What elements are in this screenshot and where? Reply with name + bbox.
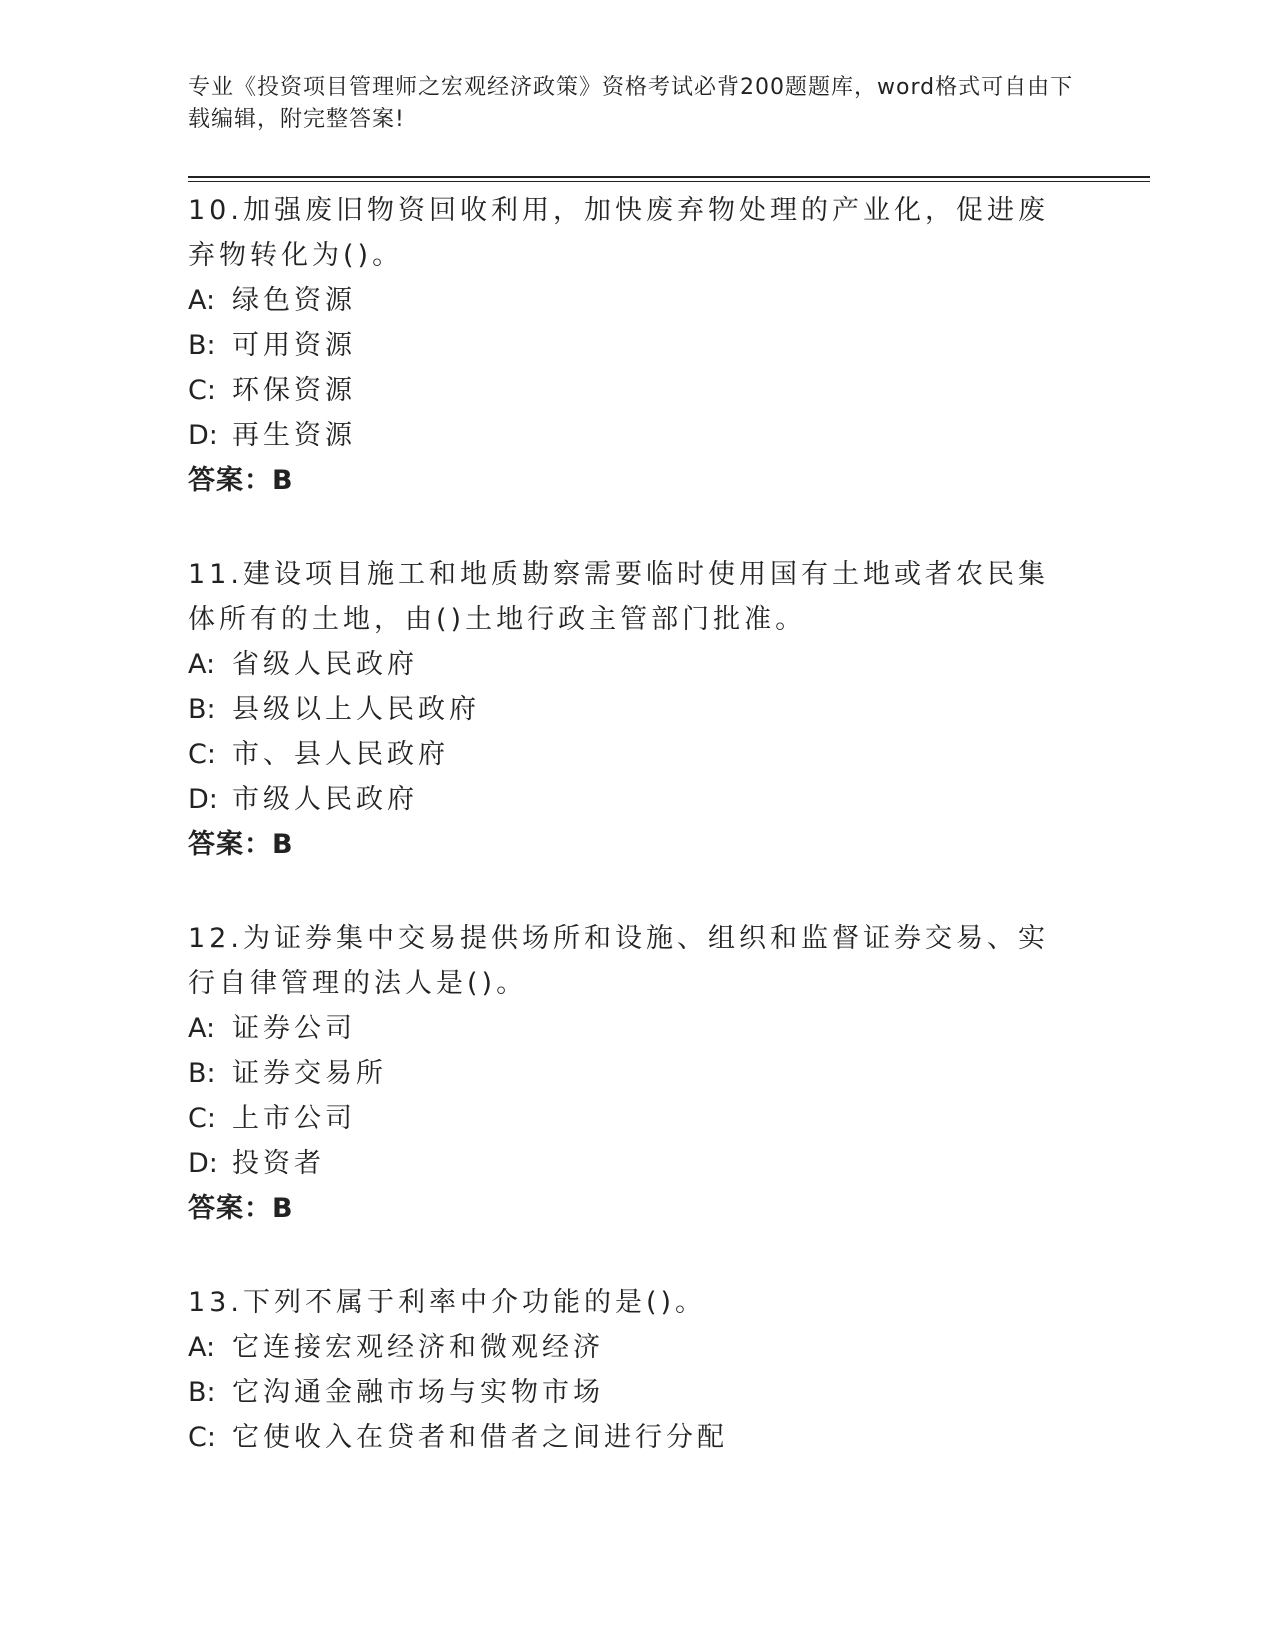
option-b (188, 1370, 1078, 1415)
option-letter: B: (188, 694, 216, 725)
option-text: 证券公司 (232, 1013, 356, 1044)
question-stem: 10.加强废旧物资回收利用，加快废弃物处理的产业化，促进废弃物转化为()。 (188, 195, 1049, 271)
option-a (188, 1006, 1078, 1051)
option-text: 证券交易所 (232, 1058, 387, 1089)
document-header: 专业《投资项目管理师之宏观经济政策》资格考试必背200题题库，word格式可自由下载编辑，附完整答案! (188, 75, 1074, 132)
option-text: 再生资源 (232, 420, 356, 451)
option-text: 可用资源 (232, 330, 356, 361)
question-stem: 12.为证券集中交易提供场所和设施、组织和监督证券交易、实行自律管理的法人是()。 (188, 923, 1049, 999)
option-b (188, 687, 1078, 732)
option-text: 它使收入在贷者和借者之间进行分配 (232, 1422, 728, 1453)
option-b (188, 323, 1078, 368)
option-text: 投资者 (232, 1148, 325, 1179)
option-text: 它沟通金融市场与实物市场 (232, 1377, 604, 1408)
question-stem: 11.建设项目施工和地质勘察需要临时使用国有土地或者农民集体所有的土地，由()土地行政主管部门批准。 (188, 559, 1049, 635)
option-b (188, 1051, 1078, 1096)
option-letter: B: (188, 330, 216, 361)
option-text: 省级人民政府 (232, 649, 418, 680)
option-letter: B: (188, 1058, 216, 1089)
option-letter: D: (188, 420, 218, 451)
answer-line: 答案：B (188, 465, 294, 496)
option-letter: C: (188, 739, 216, 770)
question-block (188, 188, 1078, 503)
option-text: 环保资源 (232, 375, 356, 406)
option-c (188, 1415, 1078, 1460)
option-d (188, 413, 1078, 458)
option-d (188, 777, 1078, 822)
option-letter: A: (188, 1332, 216, 1363)
question-block (188, 916, 1078, 1231)
option-letter: C: (188, 375, 216, 406)
option-d (188, 1141, 1078, 1186)
option-a (188, 1325, 1078, 1370)
option-letter: C: (188, 1422, 216, 1453)
option-letter: D: (188, 1148, 218, 1179)
option-c (188, 368, 1078, 413)
option-c (188, 732, 1078, 777)
option-a (188, 642, 1078, 687)
answer-line: 答案：B (188, 829, 294, 860)
option-text: 上市公司 (232, 1103, 356, 1134)
option-text: 市、县人民政府 (232, 739, 449, 770)
option-text: 县级以上人民政府 (232, 694, 480, 725)
option-letter: A: (188, 649, 216, 680)
header-divider-thin (188, 181, 1150, 182)
option-letter: B: (188, 1377, 216, 1408)
question-block (188, 552, 1078, 867)
option-letter: D: (188, 784, 218, 815)
answer-line: 答案：B (188, 1193, 294, 1224)
option-text: 它连接宏观经济和微观经济 (232, 1332, 604, 1363)
option-letter: A: (188, 285, 216, 316)
option-letter: C: (188, 1103, 216, 1134)
option-c (188, 1096, 1078, 1141)
question-block (188, 1280, 1078, 1460)
question-stem: 13.下列不属于利率中介功能的是()。 (188, 1287, 707, 1318)
option-text: 绿色资源 (232, 285, 356, 316)
option-text: 市级人民政府 (232, 784, 418, 815)
option-letter: A: (188, 1013, 216, 1044)
option-a (188, 278, 1078, 323)
header-divider-thick (188, 176, 1150, 178)
